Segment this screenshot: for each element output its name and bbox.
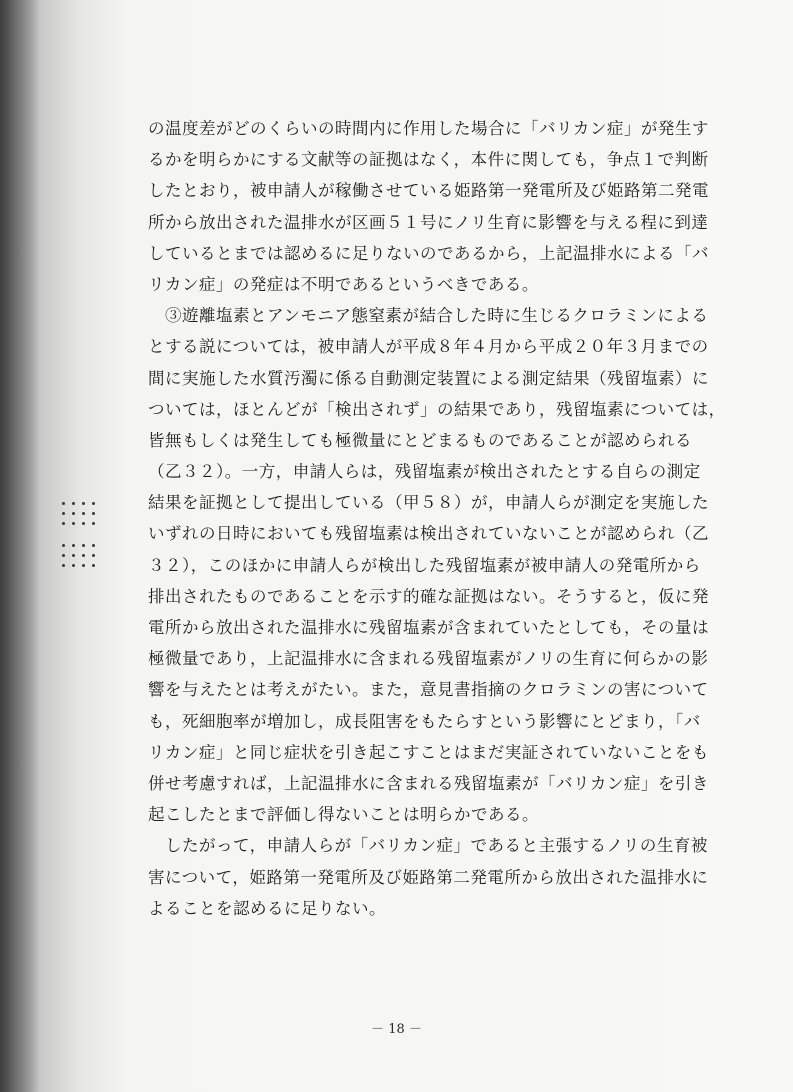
text-line-22: 併せ考慮すれば，上記温排水に含まれる残留塩素が「バリカン症」を引き — [148, 773, 709, 793]
text-line-1: の温度差がどのくらいの時間内に作用した場合に「バリカン症」が発生す — [148, 119, 709, 138]
body-text — [148, 113, 728, 924]
text-line-6: リカン症」の発症は不明であるというべきである。 — [148, 274, 539, 294]
text-line-23: 起こしたとまで評価し得ないことは明らかである。 — [148, 805, 539, 825]
text-line-3: したとおり，被申請人が稼働させている姫路第一発電所及び姫路第二発電 — [148, 181, 709, 201]
text-line-13: 結果を証拠として提出している（甲５８）が，申請人らが測定を実施した — [148, 493, 709, 513]
text-line-5: しているとまでは認めるに足りないのであるから，上記温排水による「バ — [148, 243, 709, 263]
text-line-25: 害について，姫路第一発電所及び姫路第二発電所から放出された温排水に — [148, 867, 709, 887]
text-line-9: 間に実施した水質汚濁に係る自動測定装置による測定結果（残留塩素）に — [148, 368, 709, 388]
text-line-18: 極微量であり，上記温排水に含まれる残留塩素がノリの生育に何らかの影 — [148, 649, 709, 669]
text-line-14: いずれの日時においても残留塩素は検出されていないことが認められ（乙 — [148, 524, 709, 544]
text-line-11: 皆無もしくは発生しても極微量にとどまるものであることが認められる — [148, 430, 692, 450]
binding-shadow — [0, 0, 40, 1092]
text-line-21: リカン症」と同じ症状を引き起こすことはまだ実証されていないことをも — [148, 742, 709, 762]
text-line-7: ③遊離塩素とアンモニア態窒素が結合した時に生じるクロラミンによる — [148, 306, 709, 326]
text-line-15: ３２），このほかに申請人らが検出した残留塩素が被申請人の発電所から — [148, 555, 701, 575]
page-number: － 18 － — [371, 1022, 422, 1037]
text-line-12: （乙３２）。一方，申請人らは，残留塩素が検出されたとする自らの測定 — [148, 462, 701, 482]
text-line-10: ついては，ほとんどが「検出されず」の結果であり，残留塩素については， — [148, 399, 726, 419]
text-line-8: とする説については，被申請人が平成８年４月から平成２０年３月までの — [148, 337, 709, 357]
text-line-2: るかを明らかにする文献等の証拠はなく，本件に関しても，争点１で判断 — [148, 150, 709, 170]
text-line-26: よることを認めるに足りない。 — [148, 898, 386, 918]
text-line-4: 所から放出された温排水が区画５１号にノリ生育に影響を与える程に到達 — [148, 212, 709, 232]
text-line-19: 響を与えたとは考えがたい。また，意見書指摘のクロラミンの害について — [148, 680, 709, 700]
text-line-20: も，死細胞率が増加し，成長阻害をもたらすという影響にとどまり，「バ — [148, 711, 701, 731]
text-line-16: 排出されたものであることを示す的確な証拠はない。そうすると，仮に発 — [148, 586, 709, 606]
text-line-17: 電所から放出された温排水に残留塩素が含まれていたとしても，その量は — [148, 618, 709, 637]
text-line-24: したがって，申請人らが「バリカン症」であると主張するノリの生育被 — [148, 836, 708, 856]
punch-holes — [60, 500, 100, 580]
